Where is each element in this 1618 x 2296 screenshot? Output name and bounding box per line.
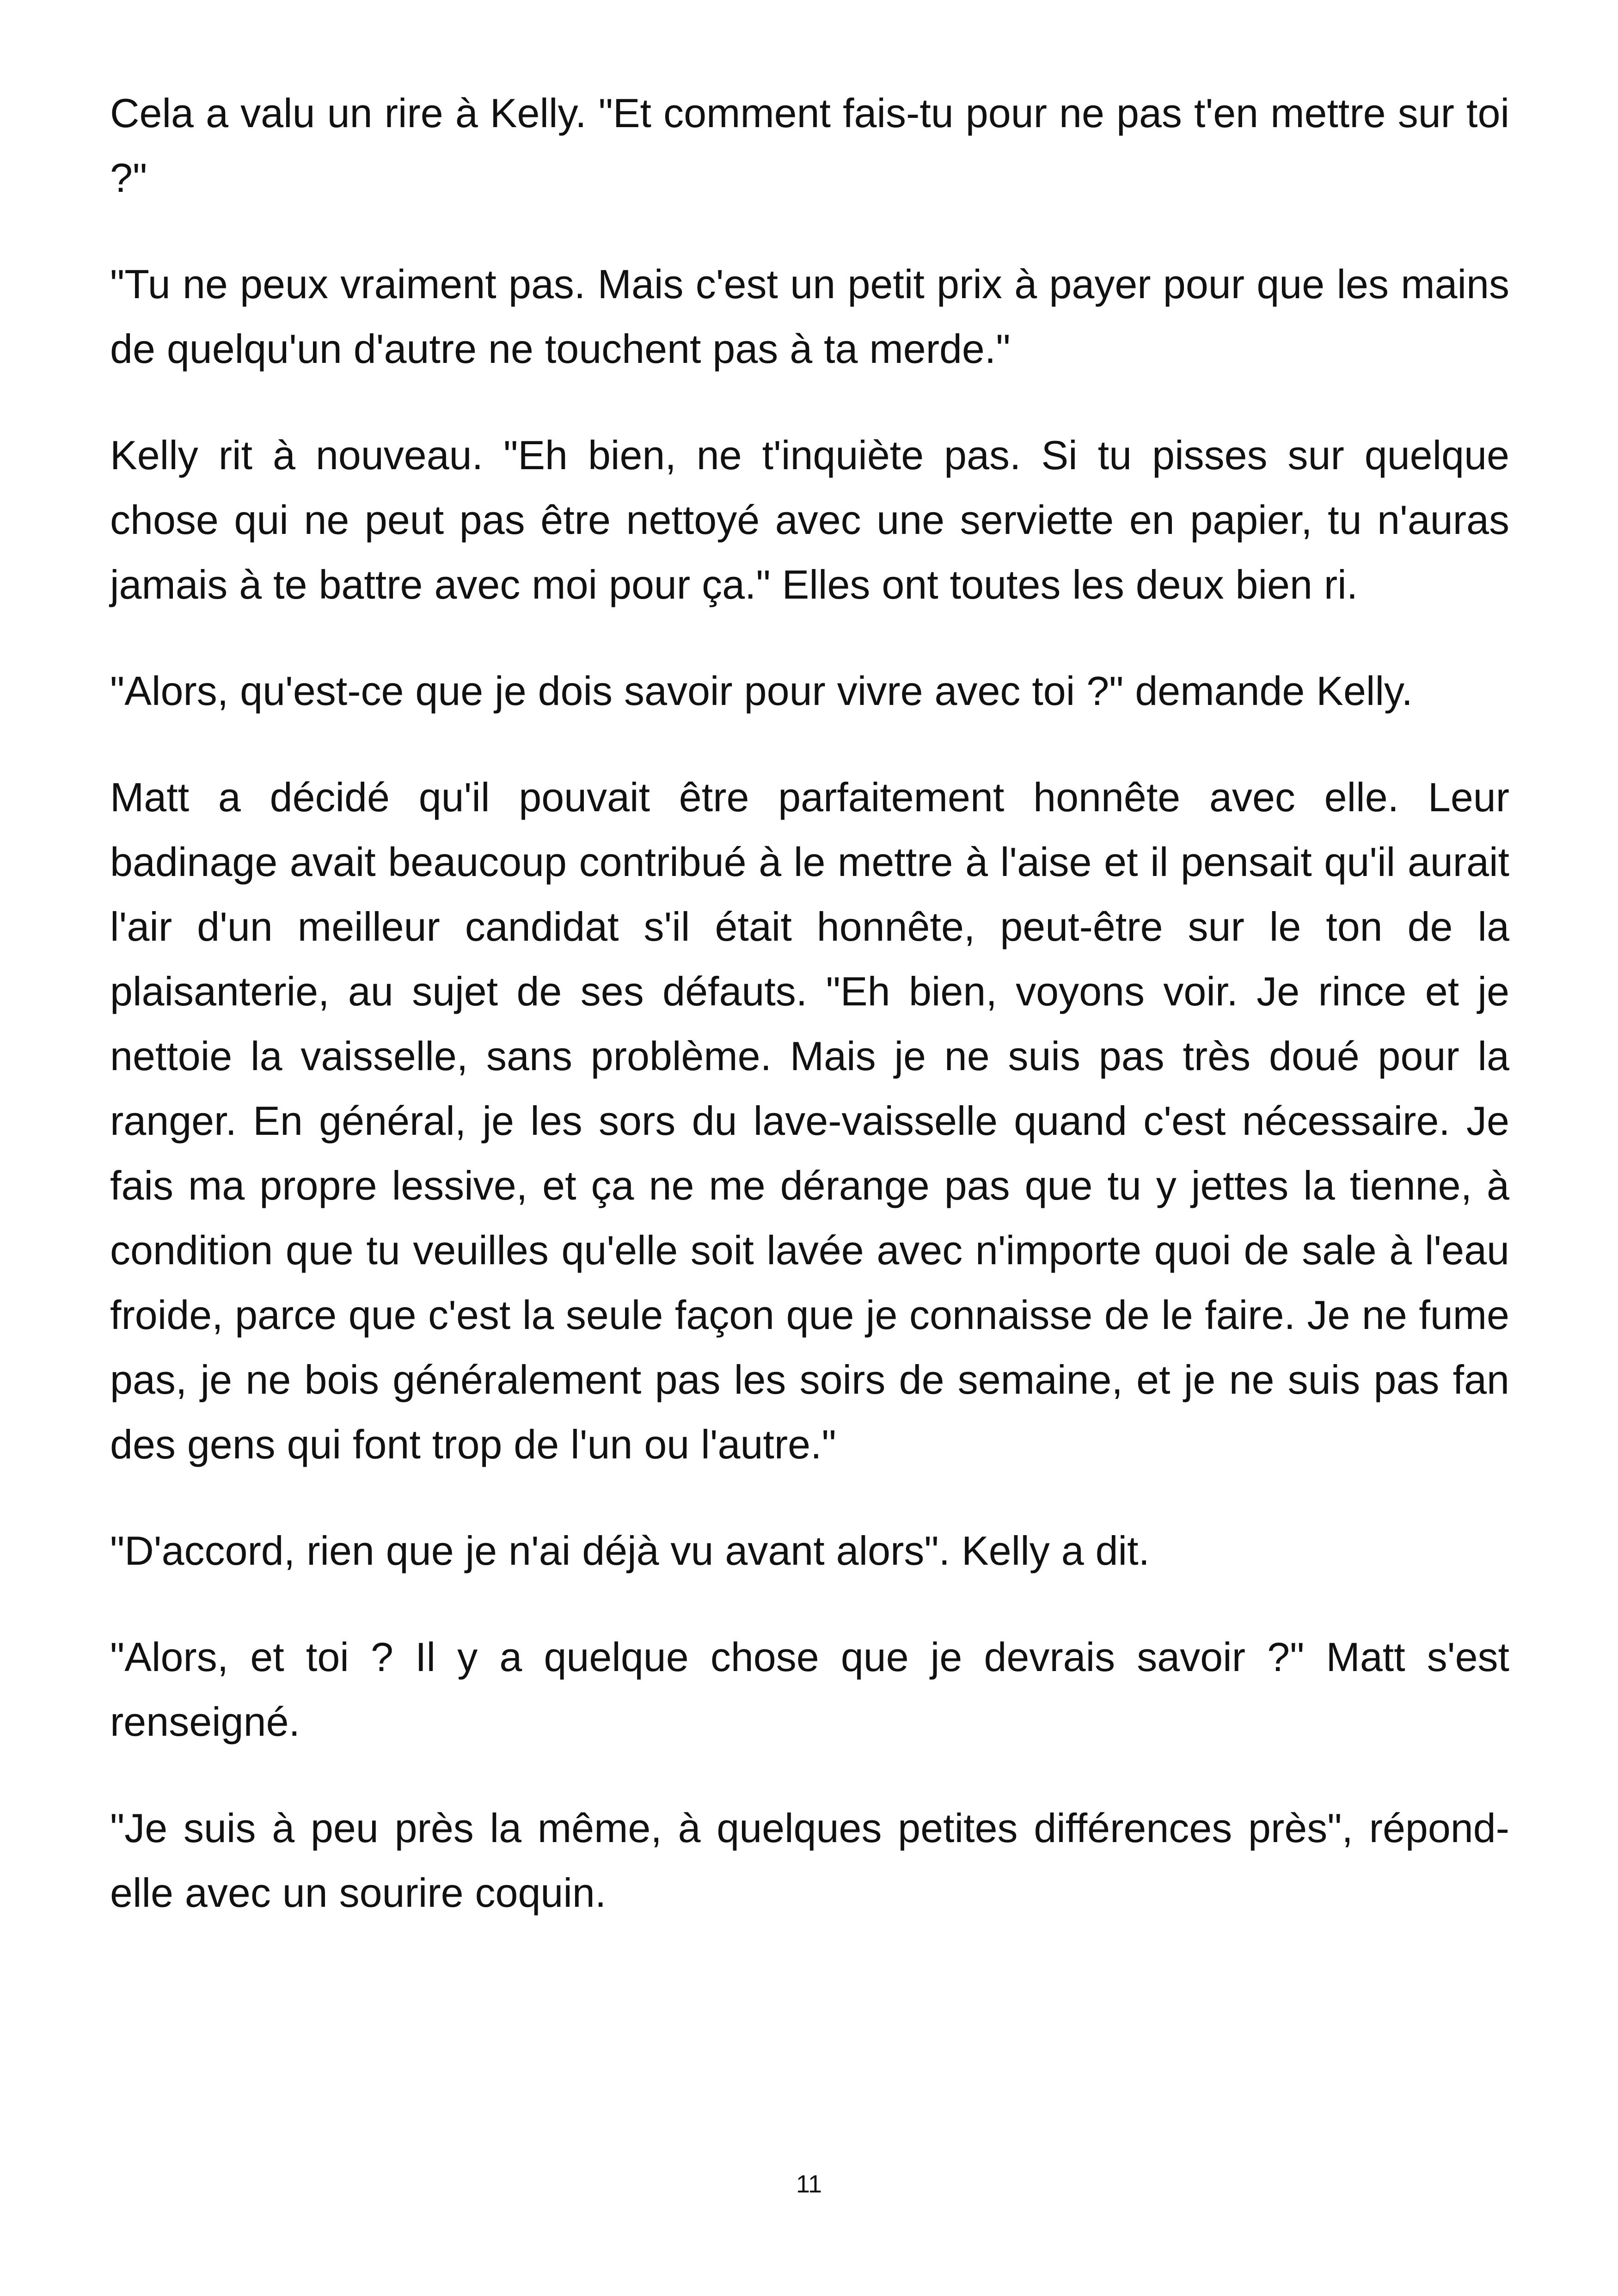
paragraph: "Alors, qu'est-ce que je dois savoir pour vivre avec toi ?" demande Kelly. — [110, 668, 1413, 714]
paragraph: "Je suis à peu près la même, à quelques petites différences près", répond-elle avec un sourire coquin. — [110, 1805, 1509, 1916]
paragraph: Kelly rit à nouveau. "Eh bien, ne t'inquiète pas. Si tu pisses sur quelque chose qui ne peut pas être nettoyé avec une serviette en papier, tu n'auras jamais à te battre avec moi pour ça." Elles ont toutes les deux bien ri. — [110, 432, 1509, 607]
paragraph: "Tu ne peux vraiment pas. Mais c'est un petit prix à payer pour que les mains de quelqu'un d'autre ne touchent pas à ta merde." — [110, 261, 1509, 372]
paragraph: Cela a valu un rire à Kelly. "Et comment fais-tu pour ne pas t'en mettre sur toi ?" — [110, 90, 1509, 201]
paragraph: Matt a décidé qu'il pouvait être parfaitement honnête avec elle. Leur badinage avait beaucoup contribué à le mettre à l'aise et il pensait qu'il aurait l'air d'un meilleur candidat s'il était honnête, peut-être sur le ton de la plaisanterie, au sujet de ses défauts. "Eh bien, voyons voir. Je rince et je nettoie la vaisselle, sans problème. Mais je ne suis pas très doué pour la ranger. En général, je les sors du lave-vaisselle quand c'est nécessaire. Je fais ma propre lessive, et ça ne me dérange pas que tu y jettes la tienne, à condition que tu veuilles qu'elle soit lavée avec n'importe quoi de sale à l'eau froide, parce que c'est la seule façon que je connaisse de le faire. Je ne fume pas, je ne bois généralement pas les soirs de semaine, et je ne suis pas fan des gens qui font trop de l'un ou l'autre." — [110, 774, 1509, 1467]
body-text — [110, 81, 1509, 1967]
paragraph: "Alors, et toi ? Il y a quelque chose que je devrais savoir ?" Matt s'est renseigné. — [110, 1634, 1509, 1745]
paragraph: "D'accord, rien que je n'ai déjà vu avant alors". Kelly a dit. — [110, 1528, 1150, 1574]
page-number: 11 — [796, 2170, 822, 2198]
